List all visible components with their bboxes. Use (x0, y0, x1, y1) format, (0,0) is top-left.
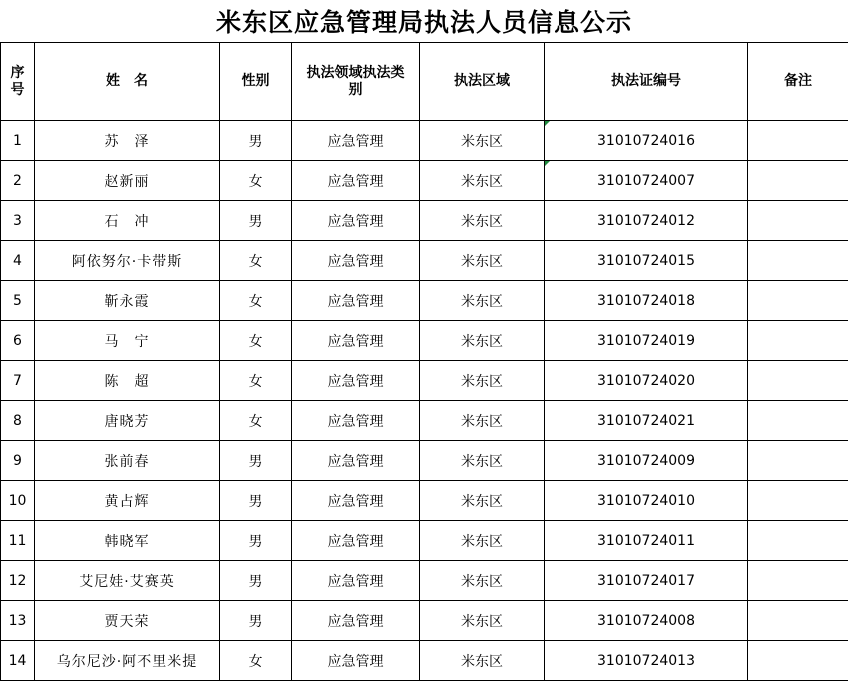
cell-area: 米东区 (420, 601, 545, 641)
cell-cert: 31010724008 (545, 601, 748, 641)
cell-name: 艾尼娃·艾赛英 (35, 561, 220, 601)
cell-cert: 31010724021 (545, 401, 748, 441)
cell-name: 陈 超 (35, 361, 220, 401)
cell-cert: 31010724010 (545, 481, 748, 521)
cell-name: 贾天荣 (35, 601, 220, 641)
cell-note (748, 361, 848, 401)
header-row (1, 43, 848, 121)
cell-area: 米东区 (420, 281, 545, 321)
cell-category: 应急管理 (292, 601, 420, 641)
cell-cert: 31010724015 (545, 241, 748, 281)
cell-seq: 12 (1, 561, 35, 601)
cell-category: 应急管理 (292, 201, 420, 241)
cell-note (748, 601, 848, 641)
cell-category: 应急管理 (292, 521, 420, 561)
cell-area: 米东区 (420, 161, 545, 201)
cell-cert: 31010724020 (545, 361, 748, 401)
cell-cert-value: 31010724016 (597, 132, 695, 149)
header-category: 执法领域执法类别 (292, 43, 420, 121)
cell-note (748, 641, 848, 681)
header-seq-line1: 序 (10, 64, 25, 81)
cell-note (748, 241, 848, 281)
cell-cert: 31010724013 (545, 641, 748, 681)
table-row (1, 401, 848, 441)
cell-gender: 女 (220, 321, 292, 361)
cell-name: 乌尔尼沙·阿不里米提 (35, 641, 220, 681)
cell-category: 应急管理 (292, 401, 420, 441)
cell-note (748, 561, 848, 601)
cell-seq: 8 (1, 401, 35, 441)
cell-gender: 女 (220, 281, 292, 321)
table-row (1, 641, 848, 681)
table-row (1, 201, 848, 241)
cell-gender: 男 (220, 561, 292, 601)
cell-cert: 31010724012 (545, 201, 748, 241)
cell-area: 米东区 (420, 561, 545, 601)
cell-category: 应急管理 (292, 641, 420, 681)
cell-seq: 3 (1, 201, 35, 241)
cell-category: 应急管理 (292, 361, 420, 401)
table-row (1, 281, 848, 321)
cell-area: 米东区 (420, 321, 545, 361)
table-row (1, 561, 848, 601)
cell-name: 石 冲 (35, 201, 220, 241)
page-title: 米东区应急管理局执法人员信息公示 (215, 8, 632, 37)
cell-seq: 11 (1, 521, 35, 561)
cell-area: 米东区 (420, 121, 545, 161)
cell-cert (545, 121, 748, 161)
cell-area: 米东区 (420, 201, 545, 241)
cell-name: 赵新丽 (35, 161, 220, 201)
cell-cert: 31010724011 (545, 521, 748, 561)
cell-name: 唐晓芳 (35, 401, 220, 441)
cell-cert (545, 161, 748, 201)
cell-name: 马 宁 (35, 321, 220, 361)
cell-seq: 10 (1, 481, 35, 521)
cell-note (748, 121, 848, 161)
header-gender: 性别 (220, 43, 292, 121)
table-row (1, 441, 848, 481)
cell-gender: 男 (220, 521, 292, 561)
header-cert: 执法证编号 (545, 43, 748, 121)
personnel-table (0, 42, 848, 681)
cell-gender: 女 (220, 401, 292, 441)
table-row (1, 521, 848, 561)
cell-gender: 女 (220, 361, 292, 401)
cell-note (748, 281, 848, 321)
cell-cert: 31010724017 (545, 561, 748, 601)
cell-cert: 31010724009 (545, 441, 748, 481)
header-area: 执法区域 (420, 43, 545, 121)
cell-category: 应急管理 (292, 241, 420, 281)
cell-category: 应急管理 (292, 161, 420, 201)
cell-note (748, 521, 848, 561)
cell-area: 米东区 (420, 241, 545, 281)
cell-category: 应急管理 (292, 441, 420, 481)
cell-name: 张前春 (35, 441, 220, 481)
cell-area: 米东区 (420, 401, 545, 441)
cell-name: 黄占辉 (35, 481, 220, 521)
cell-area: 米东区 (420, 481, 545, 521)
cell-seq: 6 (1, 321, 35, 361)
cell-gender: 男 (220, 201, 292, 241)
cell-note (748, 321, 848, 361)
table-row (1, 161, 848, 201)
cell-seq: 7 (1, 361, 35, 401)
table-row (1, 241, 848, 281)
cell-comment-marker-icon (545, 161, 550, 166)
cell-gender: 女 (220, 641, 292, 681)
table-row (1, 361, 848, 401)
cell-area: 米东区 (420, 641, 545, 681)
table-row (1, 601, 848, 641)
cell-note (748, 481, 848, 521)
cell-cert: 31010724019 (545, 321, 748, 361)
cell-seq: 4 (1, 241, 35, 281)
cell-area: 米东区 (420, 441, 545, 481)
cell-gender: 男 (220, 121, 292, 161)
cell-seq: 2 (1, 161, 35, 201)
table-row (1, 481, 848, 521)
table-row (1, 121, 848, 161)
cell-category: 应急管理 (292, 321, 420, 361)
cell-seq: 14 (1, 641, 35, 681)
cell-category: 应急管理 (292, 121, 420, 161)
cell-category: 应急管理 (292, 281, 420, 321)
cell-gender: 男 (220, 601, 292, 641)
cell-name: 阿依努尔·卡带斯 (35, 241, 220, 281)
cell-name: 韩晓军 (35, 521, 220, 561)
header-note: 备注 (748, 43, 848, 121)
cell-gender: 男 (220, 441, 292, 481)
cell-cert: 31010724018 (545, 281, 748, 321)
cell-seq: 13 (1, 601, 35, 641)
table-row (1, 321, 848, 361)
cell-gender: 男 (220, 481, 292, 521)
cell-name: 苏 泽 (35, 121, 220, 161)
cell-seq: 5 (1, 281, 35, 321)
cell-seq: 1 (1, 121, 35, 161)
cell-comment-marker-icon (545, 121, 550, 126)
cell-note (748, 201, 848, 241)
cell-gender: 女 (220, 161, 292, 201)
cell-note (748, 161, 848, 201)
cell-seq: 9 (1, 441, 35, 481)
cell-category: 应急管理 (292, 561, 420, 601)
cell-name: 靳永霞 (35, 281, 220, 321)
cell-area: 米东区 (420, 521, 545, 561)
cell-note (748, 401, 848, 441)
cell-category: 应急管理 (292, 481, 420, 521)
cell-note (748, 441, 848, 481)
header-seq (1, 43, 35, 121)
cell-cert-value: 31010724007 (597, 172, 695, 189)
cell-gender: 女 (220, 241, 292, 281)
header-seq-line2: 号 (10, 81, 25, 98)
header-name: 姓 名 (35, 43, 220, 121)
cell-area: 米东区 (420, 361, 545, 401)
